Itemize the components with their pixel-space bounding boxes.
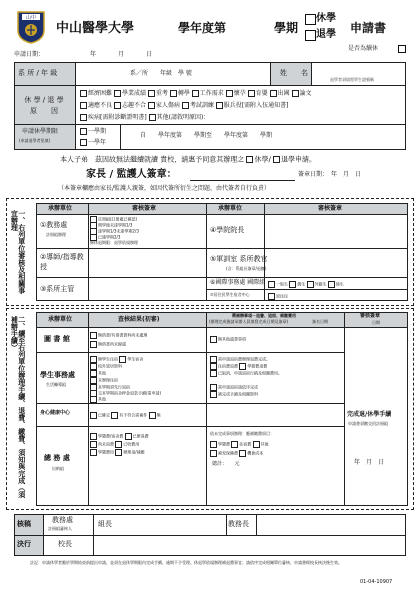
apply-date-label: 申請日期： xyxy=(14,51,45,58)
library-item-2: 無借書尚未歸還 xyxy=(90,341,126,348)
s1-col-review: 審核簽章 xyxy=(132,205,157,212)
president: 校長 xyxy=(58,540,72,548)
finance-items-3: 學雜費用 辦理退/補繳 xyxy=(90,449,145,456)
apply-date-year: 年 xyxy=(90,51,97,58)
sa-more-5: 補完成手續及相關資料 xyxy=(210,391,258,398)
registrar-dept: 教務處 xyxy=(52,516,73,524)
university-name: 中山醫學大學 xyxy=(56,21,135,36)
finance-fee-1: 依未完成事項辦理：應補繳費項目： xyxy=(210,431,274,436)
military-office-unit: ⑤軍訓室 系所教官 xyxy=(210,255,268,263)
finance-items-2: 尚未退費 已收費用 xyxy=(90,441,139,448)
consent-line: 本人子弟 茲因故無法繼續就讀 貴校，請惠予同意其辦理之 休學/ 退學申請。 xyxy=(60,155,317,164)
reason-row-3: 疾病[需附診斷證明書] 其他(請敘明原因)： xyxy=(80,114,209,121)
university-logo-icon xyxy=(16,10,46,44)
svg-text:山中: 山中 xyxy=(25,15,37,22)
form-code: 01-04-10907 xyxy=(360,579,393,585)
s1-col-unit: 承辦單位 xyxy=(48,205,73,212)
decision-label: 決行 xyxy=(17,540,31,548)
intl-affairs-unit: ⑥國際事務處 國際組 xyxy=(210,279,266,286)
finance-items-1: 學雜費/宿舍費 已辦退費 xyxy=(90,433,149,440)
approval-label: 核稿 xyxy=(17,520,31,528)
dean-of-studies: 教務長 xyxy=(228,520,249,528)
name-note: 退學者須填寫學生證號碼 xyxy=(330,77,374,82)
apply-date-month: 月 xyxy=(118,51,125,58)
period-range: 自 學年度第 學期至 學年度第 學期 xyxy=(140,132,273,139)
form-title: 申請書 xyxy=(350,21,387,35)
guardian-signature-line[interactable] xyxy=(190,180,295,181)
suspend-checkbox[interactable] xyxy=(305,14,316,25)
period-opt-2: 一學年 xyxy=(80,139,106,146)
reason-label: 休 學 / 退 學 原 因 xyxy=(24,96,64,115)
registrar-reviewer: 註冊組審核人 xyxy=(48,526,72,531)
reason-row-2: 適應不良 志趣不合 家人傷病 考試訓練 服兵役[需附入伍通知書] xyxy=(80,102,288,109)
continue-suspend-note: 是否為續休 xyxy=(348,45,379,52)
college-dean-unit: ④學院院長 xyxy=(210,226,245,234)
registrar-item-4: 已逾學期2/3 xyxy=(90,234,120,241)
registrar-unit: ①教務處 xyxy=(40,221,68,229)
library-fee: 無其他還書事項 xyxy=(210,336,246,343)
military-office-sub: (含：系組長簽章/退撫) xyxy=(226,266,267,271)
library-unit: 圖 書 館 xyxy=(44,335,70,343)
s2-col-review-sub: 日期 xyxy=(372,320,380,325)
period-label: 申請休學期限 xyxy=(22,128,59,135)
withdraw-option: 退學 xyxy=(316,29,336,40)
general-affairs-sub: 出納組 xyxy=(52,466,64,471)
s2-col-unit: 承辦單位 xyxy=(48,316,73,323)
dept-grade-fields: 系／所 年級 學 號 xyxy=(130,70,192,77)
name-label: 姓 名 xyxy=(280,69,308,77)
registrar-item-5: 修休退期限：退學依規辦理 xyxy=(90,240,138,245)
s2-col-result: 查核結果(初審) xyxy=(118,316,160,323)
sa-item-3: 其他 xyxy=(90,370,106,377)
student-affairs-unit: 學生事務處 xyxy=(40,371,75,379)
withdraw-checkbox[interactable] xyxy=(305,30,316,41)
registrar-item-1: 註冊組(註冊處已確認) xyxy=(90,216,137,223)
term-label: 學期 xyxy=(274,21,299,35)
finance-total: 總計： 元 xyxy=(212,461,240,467)
s2-col-review: 審核簽章 xyxy=(360,313,381,319)
sa-more-1: 本學期須先行退宿 xyxy=(90,384,130,391)
residence-center-unit: ⑦居住民學生宿舍中心 xyxy=(210,292,250,297)
student-affairs-sub: 生活輔導組 xyxy=(46,382,66,387)
period-opt-1: 一學期 xyxy=(80,128,106,135)
sa-fee-1: 需申請退宿費辦理退費完成。 xyxy=(210,356,270,363)
continue-suspend-checkbox[interactable] xyxy=(398,45,406,53)
registrar-item-2: 開學後未達學期1/3 xyxy=(90,222,132,229)
complete-label: 完成退/休學手續 xyxy=(347,411,392,418)
sa-item-2: 校外賃居資料 xyxy=(90,363,122,370)
sa-fee-2: 住宿費退費 學雜費退費 xyxy=(210,363,267,370)
guardian-signature-label: 家長 / 監護人簽章： xyxy=(86,169,177,180)
intl-affairs-options: 一般生 僑生 外籍生 陸生 xyxy=(268,281,344,288)
section-1-label: 一、右列單位審核及相關事宜辦理 xyxy=(10,210,26,294)
library-item-1: 無借書/有借書資料尚未處理 xyxy=(90,332,147,339)
s1-col-review-2: 審核簽章 xyxy=(318,205,343,212)
sa-item-1: 無學生住宿 學生宿舍 xyxy=(90,356,143,363)
registrar-sub: 註冊組辦理 xyxy=(46,232,66,237)
health-center-unit: 身心健康中心 xyxy=(40,410,71,416)
health-items: 已確定 有不符合需補件 無 xyxy=(90,412,161,419)
sa-more-3: 其他 xyxy=(90,396,106,403)
reason-row-1: 經濟困難 學業成績 重考 轉學 工作需求 懷孕 育嬰 出國 論文 xyxy=(80,90,312,97)
sa-more-4: 需申請退宿請依序完成 xyxy=(210,384,258,391)
finance-fee-3: 補充保險費 機會成本 xyxy=(210,450,263,457)
sign-date: 簽章日期： 年 月 日 xyxy=(298,171,362,178)
sa-fee-3: 已取消，申請退宿行銷及相關費用。 xyxy=(210,370,282,377)
s2-col-fee-date: 簽名日期 xyxy=(312,319,328,324)
sa-more-2: 交本學期宿舍押金退款手續(需申請) xyxy=(90,390,161,397)
apply-date-day: 日 xyxy=(146,51,153,58)
finance-fee-2: 學雜費 住宿費 其他 xyxy=(210,441,269,448)
sa-item-4: 未辦理住宿 xyxy=(90,377,118,384)
section-2-label: 二、續至右列單位辦理手續、退費、繳費、須知與完成（須補辦手續） xyxy=(10,316,26,498)
dept-head-unit: ③系所主管 xyxy=(40,285,75,293)
guardian-note: （本簽章欄應由家長/監護人親簽，如因代簽所衍生之問題，由代簽者自行負責） xyxy=(58,185,271,192)
advisor-unit: ②導師/指導教授 xyxy=(40,253,84,271)
s1-col-unit-2: 承辦單位 xyxy=(218,205,243,212)
registrar-item-3: 達學期1/3未達學期2/3 xyxy=(90,228,139,235)
year-label: 學年度第 xyxy=(178,21,227,35)
s2-col-fee: 需補辦事項－退書、退宿、補繳費用 xyxy=(232,313,296,318)
general-affairs-unit: 總 務 處 xyxy=(44,454,70,462)
period-sub: (申請退學者免填) xyxy=(19,138,51,143)
s2-col-fee-sub: (辦理完成後請承辦人員填寫完成日期及簽章) xyxy=(209,319,289,324)
complete-date: 年 月 日 xyxy=(354,459,385,466)
section-chief: 組長 xyxy=(98,520,112,528)
complete-sub: 申請書須繳交回註冊組 xyxy=(348,421,388,426)
footnote: 註記：申請休學者應於學期結束前提出申請，並須在退休學期限內完成手續，逾期不予受理。休退學依規辦理補退費事宜；請依序完成相關單位審核，申請書經校長核決後生效。 xyxy=(30,560,342,565)
suspend-option: 休學 xyxy=(316,13,336,24)
dept-grade-label: 系 所 / 年 級 xyxy=(18,69,58,77)
indigenous-option: 原住民 xyxy=(268,293,288,300)
